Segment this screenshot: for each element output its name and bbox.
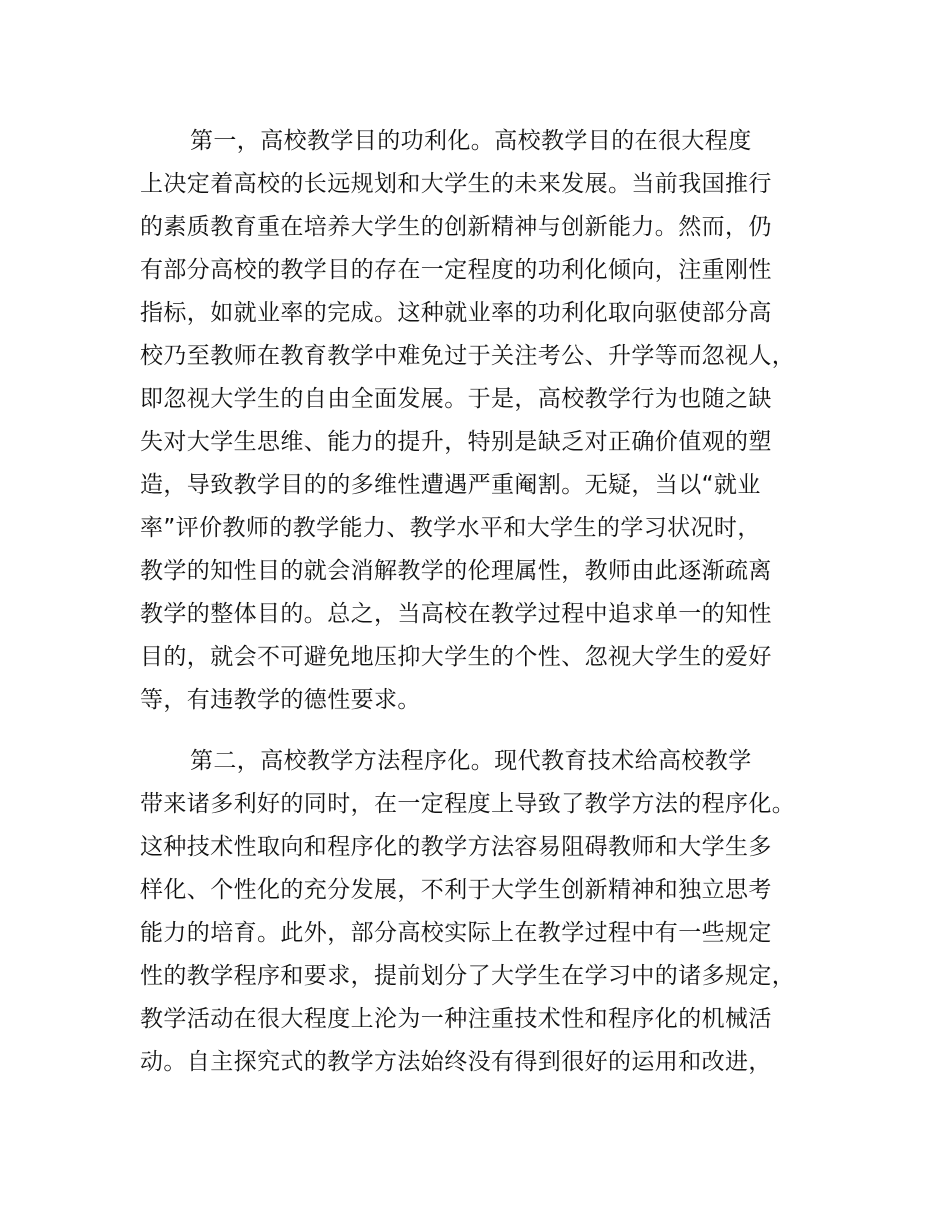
text-line: 能力的培育。此外，部分高校实际上在教学过程中有一些规定 — [140, 920, 772, 946]
text-line: 校乃至教师在教育教学中难免过于关注考公、升学等而忽视人， — [140, 343, 796, 369]
text-line: 有部分高校的教学目的存在一定程度的功利化倾向，注重刚性 — [140, 257, 772, 283]
text-line: 样化、个性化的充分发展，不利于大学生创新精神和独立思考 — [140, 877, 772, 903]
text-line: 率”评价教师的教学能力、教学水平和大学生的学习状况时， — [140, 515, 761, 541]
text-line: 教学活动在很大程度上沦为一种注重技术性和程序化的机械活 — [140, 1006, 772, 1032]
text-line: 性的教学程序和要求，提前划分了大学生在学习中的诸多规定， — [140, 963, 796, 989]
paragraph-2 — [140, 740, 840, 1084]
text-line: 动。自主探究式的教学方法始终没有得到很好的运用和改进， — [140, 1049, 772, 1075]
text-line: 等，有违教学的德性要求。 — [140, 687, 421, 713]
text-line: 的素质教育重在培养大学生的创新精神与创新能力。然而，仍 — [140, 214, 772, 240]
text-line: 上决定着高校的长远规划和大学生的未来发展。当前我国推行 — [140, 171, 772, 197]
text-line: 带来诸多利好的同时，在一定程度上导致了教学方法的程序化。 — [140, 791, 796, 817]
text-line: 教学的知性目的就会消解教学的伦理属性，教师由此逐渐疏离 — [140, 558, 772, 584]
text-line: 第一，高校教学目的功利化。高校教学目的在很大程度 — [190, 128, 752, 154]
text-line: 目的，就会不可避免地压抑大学生的个性、忽视大学生的爱好 — [140, 644, 772, 670]
text-line: 这种技术性取向和程序化的教学方法容易阻碍教师和大学生多 — [140, 834, 772, 860]
text-line: 即忽视大学生的自由全面发展。于是，高校教学行为也随之缺 — [140, 386, 772, 412]
text-line: 教学的整体目的。总之，当高校在教学过程中追求单一的知性 — [140, 601, 772, 627]
paragraph-1 — [140, 120, 840, 722]
text-line: 第二，高校教学方法程序化。现代教育技术给高校教学 — [190, 748, 752, 774]
text-line: 造，导致教学目的的多维性遭遇严重阉割。无疑，当以“就业 — [140, 472, 761, 498]
text-line: 指标，如就业率的完成。这种就业率的功利化取向驱使部分高 — [140, 300, 772, 326]
text-line: 失对大学生思维、能力的提升，特别是缺乏对正确价值观的塑 — [140, 429, 772, 455]
